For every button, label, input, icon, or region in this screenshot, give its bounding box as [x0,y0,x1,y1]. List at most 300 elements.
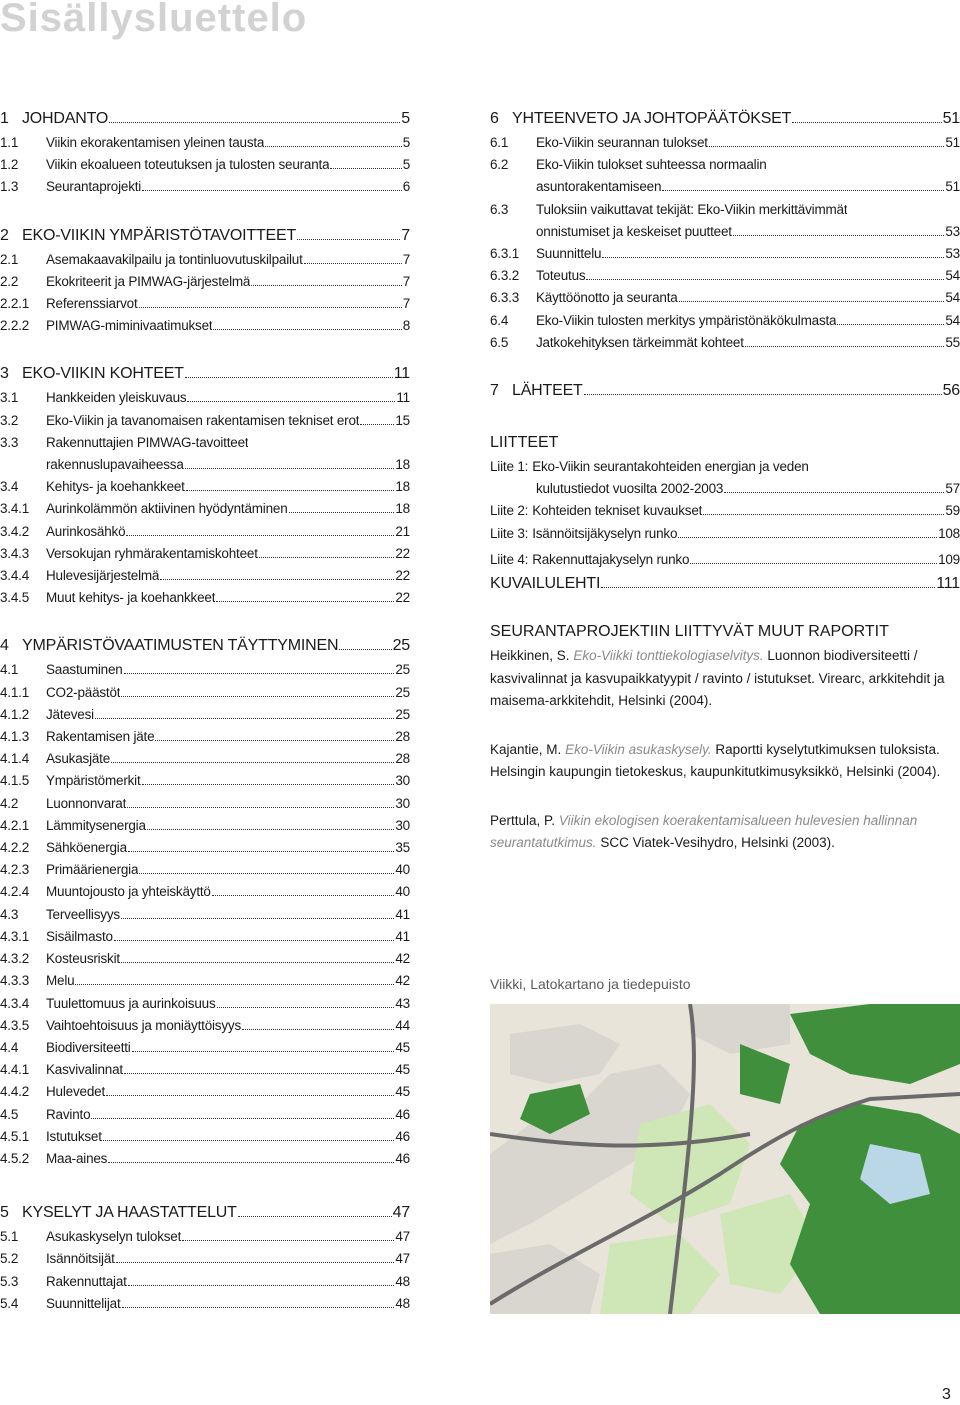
report-title: Eko-Viikki tonttiekologiaselvitys. [573,648,764,664]
reports-heading: SEURANTAPROJEKTIIN LIITTYVÄT MUUT RAPORTIT [490,623,889,641]
leader-dots [121,696,394,697]
toc-entry[interactable] [0,432,410,454]
toc-entry-number: 6.2 [490,157,509,173]
toc-entry-title: onnistumiset ja keskeiset puutteet [536,223,732,239]
leader-dots [91,1118,394,1119]
toc-entry-page: 18 [395,457,410,473]
toc-entry-number: Liite 3: [490,525,529,541]
toc-entry[interactable] [0,498,410,520]
toc-entry-page: 15 [395,412,410,428]
page-number: 3 [942,1386,951,1403]
toc-entry-title: Viikin ekoalueen toteutuksen ja tulosten seuranta [46,157,330,173]
toc-entry-page: 41 [395,928,410,944]
toc-entry[interactable] [0,293,410,315]
toc-entry[interactable] [490,132,960,154]
toc-entry-page: 45 [395,1062,410,1078]
toc-entry[interactable] [490,199,960,221]
toc-entry[interactable] [0,793,410,815]
toc-entry-title: Jatkokehityksen tärkeimmät kohteet [536,334,744,350]
leader-dots [139,873,394,874]
toc-entry-title: Aurinkolämmön aktiivinen hyödyntäminen [46,501,288,517]
leader-dots [360,424,394,425]
toc-entry-number: 3.1 [0,390,19,406]
report-item [490,810,960,855]
toc-entry[interactable] [0,1126,410,1148]
toc-entry-title: Saastuminen [46,662,123,678]
toc-entry-title: PIMWAG-miminivaatimukset [46,318,213,334]
toc-entry[interactable] [0,659,410,681]
toc-entry-title: Muut kehitys- ja koehankkeet [46,590,216,606]
toc-entry-page: 48 [395,1273,410,1289]
toc-entry[interactable] [0,1226,410,1248]
toc-entry-page: 47 [395,1229,410,1245]
toc-entry-number: 1.1 [0,135,19,150]
toc-entry-title: Aurinkosähkö [46,523,126,539]
toc-entry-page: 53 [945,246,960,262]
leader-dots [95,718,394,719]
toc-entry[interactable] [0,271,410,293]
toc-entry-number: 5.2 [0,1251,19,1267]
leader-dots [186,490,395,491]
toc-entry[interactable] [0,132,410,154]
leader-dots [139,307,402,308]
toc-chapter-entry[interactable] [0,361,410,387]
toc-entry[interactable] [0,387,410,409]
toc-entry[interactable] [490,478,960,500]
toc-entry[interactable] [0,154,410,176]
toc-entry-number: 2.2.2 [0,318,30,334]
toc-entry[interactable] [490,500,960,522]
toc-entry-number: 4.5.2 [0,1150,30,1166]
toc-entry-title: Hankkeiden yleiskuvaus [46,390,187,406]
leader-dots [142,784,395,785]
toc-entry-page: 51 [942,110,960,127]
toc-entry-page: 30 [395,773,410,789]
toc-entry[interactable] [0,587,410,609]
toc-entry-number: 4.4.1 [0,1062,30,1078]
toc-entry-page: 28 [395,751,410,767]
toc-entry-number: 3.4 [0,479,19,495]
toc-entry-page: 25 [395,684,410,700]
leader-dots [238,1216,392,1217]
toc-entry[interactable] [0,1037,410,1059]
toc-entry[interactable] [0,815,410,837]
toc-entry-title: KYSELYT JA HAASTATTELUT [22,1204,237,1222]
toc-entry[interactable] [0,1059,410,1081]
leader-dots [586,279,944,280]
toc-entry[interactable] [490,243,960,265]
toc-entry-number: 4.1.5 [0,773,30,789]
toc-entry-page: 5 [401,110,410,127]
liitteet-heading: LIITTEET [490,434,559,452]
toc-entry-title: LÄHTEET [512,382,583,400]
toc-entry-page: 11 [393,365,410,383]
toc-entry-title: Hulevesijärjestelmä [46,568,160,584]
report-item [490,739,960,784]
leader-dots [114,940,395,941]
leader-dots [103,1140,395,1141]
toc-entry-number: 2.2 [0,273,19,289]
toc-entry-page: 51 [945,135,960,150]
toc-entry-number: 3.2 [0,412,19,428]
leader-dots [792,122,941,123]
toc-entry-title: Luonnonvarat [46,795,127,811]
toc-entry-title: Käyttöönotto ja seuranta [536,290,678,306]
leader-dots [709,146,945,147]
toc-entry-number: 4.1.3 [0,729,30,745]
toc-entry-number: 3.4.4 [0,568,30,584]
toc-entry-page: 18 [395,501,410,517]
leader-dots [187,401,395,402]
toc-entry-page: 25 [395,662,410,678]
toc-entry-title: Isännöitsijät [46,1251,115,1267]
toc-entry-number: 6.3 [490,201,509,217]
leader-dots [837,324,944,325]
toc-entry-page: 42 [395,951,410,967]
leader-dots [185,377,393,378]
toc-entry-number: 3.3 [0,434,19,450]
toc-entry[interactable] [0,1293,410,1315]
toc-entry[interactable] [0,1015,410,1037]
toc-entry-page: 28 [395,729,410,745]
liitteet-list [490,456,960,571]
toc-entry[interactable] [0,1271,410,1293]
toc-chapter-entry[interactable] [0,106,410,132]
toc-section [0,106,410,199]
toc-entry-page: 42 [395,973,410,989]
toc-entry-page: 54 [945,268,960,284]
leader-dots [121,962,394,963]
toc-entry-page: 108 [938,525,960,541]
toc-entry[interactable] [490,154,960,176]
leader-dots [116,1262,395,1263]
toc-entry-page: 6 [402,179,410,195]
toc-entry-number: 4.3.4 [0,995,30,1011]
toc-entry[interactable] [0,249,410,271]
toc-entry-title: Sähköenergia [46,840,127,856]
toc-entry[interactable] [0,881,410,903]
leader-dots [75,984,394,985]
toc-entry-title: KUVAILULEHTI [490,575,601,593]
toc-section [490,106,960,354]
toc-entry-title: Biodiversiteetti [46,1039,131,1055]
leader-dots [121,918,394,919]
toc-entry-page: 30 [395,817,410,833]
leader-dots [147,829,395,830]
toc-entry-number: 2 [0,226,9,244]
report-details: Luonnon biodiversiteetti / kasvivalinnat ja kasvupaikkatyypit / ravinto / istutukset. Virearc, arkkitehdit ja maisema-arkkitehdit, Helsinki (2004). [490,648,945,709]
toc-entry-number: 4.2.4 [0,884,30,900]
toc-entry-number: 4.5.1 [0,1128,30,1144]
toc-entry-number: 7 [490,382,499,400]
toc-entry-page: 22 [395,590,410,606]
toc-entry-title: Ekokriteerit ja PIMWAG-järjestelmä [46,273,251,289]
toc-entry[interactable] [0,926,410,948]
toc-entry-page: 7 [402,273,410,289]
toc-entry-number: 4.4 [0,1039,19,1055]
toc-entry-title: Muuntojousto ja yhteiskäyttö [46,884,211,900]
toc-entry-title: YMPÄRISTÖVAATIMUSTEN TÄYTTYMINEN [22,637,339,655]
toc-entry-number: 4.1.4 [0,751,30,767]
toc-chapter-entry[interactable] [0,1200,410,1226]
leader-dots [724,492,944,493]
toc-entry[interactable] [0,454,410,476]
leader-dots [127,807,394,808]
leader-dots [126,535,394,536]
leader-dots [304,263,402,264]
toc-entry-title: Hulevedet [46,1084,105,1100]
toc-entry[interactable] [490,456,960,478]
toc-entry-title: Viikin ekorakentamisen yleinen tausta [46,135,265,150]
toc-right-list [490,106,960,404]
toc-entry[interactable] [0,476,410,498]
toc-entry-page: 45 [395,1039,410,1055]
toc-entry-number: 4.5 [0,1106,19,1122]
toc-chapter-entry[interactable] [0,223,410,249]
toc-entry-page: 7 [401,226,410,244]
leader-dots [297,239,400,240]
toc-entry-number: 3.4.5 [0,590,30,606]
toc-entry-number: Liite 4: [490,551,529,567]
toc-entry-title: Kehitys- ja koehankkeet [46,479,185,495]
toc-entry-page: 40 [395,884,410,900]
toc-entry-title: Referenssiarvot [46,296,138,312]
leader-dots [155,740,394,741]
toc-entry-number: 4.1.1 [0,684,30,700]
report-item [490,645,960,713]
leader-dots [128,851,394,852]
toc-entry[interactable] [0,993,410,1015]
toc-entry[interactable] [490,287,960,309]
leader-dots [584,394,942,395]
toc-entry-number: 3 [0,365,9,383]
toc-entry-title: Kohteiden tekniset kuvaukset [532,503,703,519]
toc-section [490,378,960,404]
toc-entry[interactable] [0,410,410,432]
toc-entry-number: 4.2 [0,795,19,811]
leader-dots [265,146,401,147]
toc-entry-number: 4.2.2 [0,840,30,856]
toc-entry-number: 3.4.1 [0,501,30,517]
leader-dots [128,1285,395,1286]
toc-entry-number: 6.3.1 [490,246,520,262]
leader-dots [289,512,395,513]
toc-entry-title: JOHDANTO [22,110,109,127]
toc-entry-page: 47 [395,1251,410,1267]
toc-chapter-entry[interactable] [0,633,410,659]
toc-entry-title: Suunnittelu [536,246,602,262]
toc-entry-page: 45 [395,1084,410,1100]
toc-section [0,361,410,609]
leader-dots [703,514,944,515]
toc-entry-page: 7 [402,251,410,267]
toc-entry-number: 4 [0,637,9,655]
toc-entry-title: Rakennuttajat [46,1273,127,1289]
toc-entry-title: Tuloksiin vaikuttavat tekijät: Eko-Viikin merkittävimmät [536,201,848,217]
toc-entry-number: 6.3.3 [490,290,520,306]
toc-entry-number: 5 [0,1204,9,1222]
toc-entry[interactable] [0,837,410,859]
toc-entry-number: 4.3.5 [0,1017,30,1033]
toc-entry[interactable] [0,859,410,881]
toc-entry-title: Kasvivalinnat [46,1062,123,1078]
toc-entry[interactable] [490,549,960,571]
toc-entry-page: 54 [945,290,960,306]
toc-entry-title: Rakennuttajien PIMWAG-tavoitteet [46,434,249,450]
kuvailulehti-entry[interactable] [490,571,960,597]
toc-entry[interactable] [0,704,410,726]
toc-entry[interactable] [0,1148,410,1170]
toc-right-column [490,106,960,855]
toc-entry-page: 25 [395,706,410,722]
map-illustration [490,1004,960,1314]
toc-entry-page: 8 [402,318,410,334]
leader-dots [106,1095,394,1096]
leader-dots [602,257,944,258]
toc-entry-title: Melu [46,973,75,989]
toc-entry-number: 4.3.1 [0,928,30,944]
toc-entry-page: 55 [945,334,960,350]
toc-entry[interactable] [0,315,410,337]
toc-entry[interactable] [0,904,410,926]
page-title: Sisällysluettelo [0,0,308,40]
toc-entry-page: 44 [395,1017,410,1033]
toc-entry[interactable] [0,682,410,704]
toc-entry[interactable] [0,521,410,543]
toc-entry[interactable] [0,726,410,748]
leader-dots [251,285,401,286]
leader-dots [217,1007,395,1008]
liitteet-section [490,430,960,597]
toc-entry-page: 47 [392,1204,410,1222]
toc-entry-title: Eko-Viikin tulokset suhteessa normaalin [536,157,767,173]
leader-dots [111,762,394,763]
toc-entry[interactable] [0,1248,410,1270]
toc-left-column [0,106,410,1315]
leader-dots [108,1162,394,1163]
toc-entry[interactable] [490,221,960,243]
toc-chapter-entry[interactable] [490,106,960,132]
toc-entry[interactable] [0,1104,410,1126]
toc-entry-page: 59 [945,503,960,519]
leader-dots [142,190,402,191]
toc-entry-page: 111 [936,575,960,593]
leader-dots [662,190,944,191]
leader-dots [690,563,937,564]
area-map-image [490,1004,960,1314]
toc-entry-title: Versokujan ryhmärakentamiskohteet [46,545,258,561]
toc-entry[interactable] [0,770,410,792]
leader-dots [132,1051,395,1052]
toc-entry-number: 2.1 [0,251,19,267]
toc-entry-page: 53 [945,223,960,239]
toc-section [0,1200,410,1315]
toc-entry-title: Kosteusriskit [46,951,120,967]
toc-entry-title: Asemakaavakilpailu ja tontinluovutuskilpailut [46,251,303,267]
toc-entry-title: Ympäristömerkit [46,773,141,789]
toc-entry-page: 18 [395,479,410,495]
toc-entry-page: 22 [395,568,410,584]
toc-entry[interactable] [0,970,410,992]
toc-entry-number: 5.4 [0,1295,19,1311]
toc-entry-title: Vaihtoehtoisuus ja moniäyttöisyys [46,1017,242,1033]
toc-entry-page: 56 [942,382,960,400]
toc-entry[interactable] [0,1081,410,1103]
toc-entry-page: 22 [395,545,410,561]
toc-entry-number: 6.5 [490,334,509,350]
leader-dots [330,168,401,169]
leader-dots [124,1073,394,1074]
toc-entry[interactable] [490,310,960,332]
leader-dots [679,301,945,302]
leader-dots [185,468,395,469]
toc-entry-title: EKO-VIIKIN YMPÄRISTÖTAVOITTEET [22,226,297,244]
toc-entry-number: 6.3.2 [490,268,520,284]
toc-entry-page: 35 [395,840,410,856]
toc-entry-title: Rakennuttajakyselyn runko [532,551,690,567]
toc-entry-number: 6 [490,110,499,127]
toc-entry-number: 2.2.1 [0,296,30,312]
toc-entry-title: Lämmitysenergia [46,817,146,833]
toc-entry-number: Liite 1: [490,459,529,475]
toc-entry-number: 6.4 [490,312,509,328]
report-details: Raportti kyselytutkimuksen tuloksista. Helsingin kaupungin tietokeskus, kaupunkitutkimusyksikkö, Helsinki (2004). [490,741,941,780]
toc-entry-title: Suunnittelijat [46,1295,121,1311]
toc-entry-number: 1.2 [0,157,19,173]
leader-dots [182,1240,394,1241]
toc-entry[interactable] [0,543,410,565]
report-author: Perttula, P. [490,812,556,828]
report-title: Eko-Viikin asukaskysely. [565,741,712,757]
toc-entry[interactable] [490,332,960,354]
toc-entry-page: 25 [392,637,410,655]
toc-entry-title: Sisäilmasto [46,928,113,944]
toc-entry-title: Jätevesi [46,706,94,722]
toc-entry-page: 5 [402,157,410,173]
toc-entry-title: YHTEENVETO JA JOHTOPÄÄTÖKSET [512,110,792,127]
report-author: Kajantie, M. [490,741,562,757]
toc-entry[interactable] [0,176,410,198]
toc-entry-title: asuntorakentamiseen [536,179,662,195]
report-title: Viikin ekologisen koerakentamisalueen hulevesien hallinnan seurantatutkimus. [490,812,918,851]
leader-dots [109,122,400,123]
toc-chapter-entry[interactable] [490,378,960,404]
toc-entry-title: Maa-aines [46,1150,108,1166]
toc-entry-title: kulutustiedot vuosilta 2002-2003 [536,481,724,497]
toc-entry[interactable] [490,176,960,198]
leader-dots [678,537,937,538]
leader-dots [259,557,395,558]
toc-entry-title: Eko-Viikin tulosten merkitys ympäristönäkökulmasta [536,312,837,328]
toc-entry-number: 4.3.2 [0,951,30,967]
toc-entry-number: 4.1 [0,662,19,678]
toc-entry-page: 43 [395,995,410,1011]
toc-entry-page: 7 [402,296,410,312]
toc-entry-title: Istutukset [46,1128,102,1144]
toc-entry-title: Isännöitsijäkyselyn runko [532,525,678,541]
toc-entry-number: 3.4.2 [0,523,30,539]
toc-entry-page: 5 [402,135,410,150]
toc-entry-title: rakennuslupavaiheessa [46,457,184,473]
toc-entry[interactable] [490,265,960,287]
toc-entry[interactable] [490,523,960,545]
toc-entry[interactable] [0,565,410,587]
toc-entry-title: Eko-Viikin seurannan tulokset [536,135,708,150]
toc-entry[interactable] [0,748,410,770]
toc-entry-number: 4.2.3 [0,862,30,878]
toc-entry[interactable] [0,948,410,970]
leader-dots [216,601,394,602]
